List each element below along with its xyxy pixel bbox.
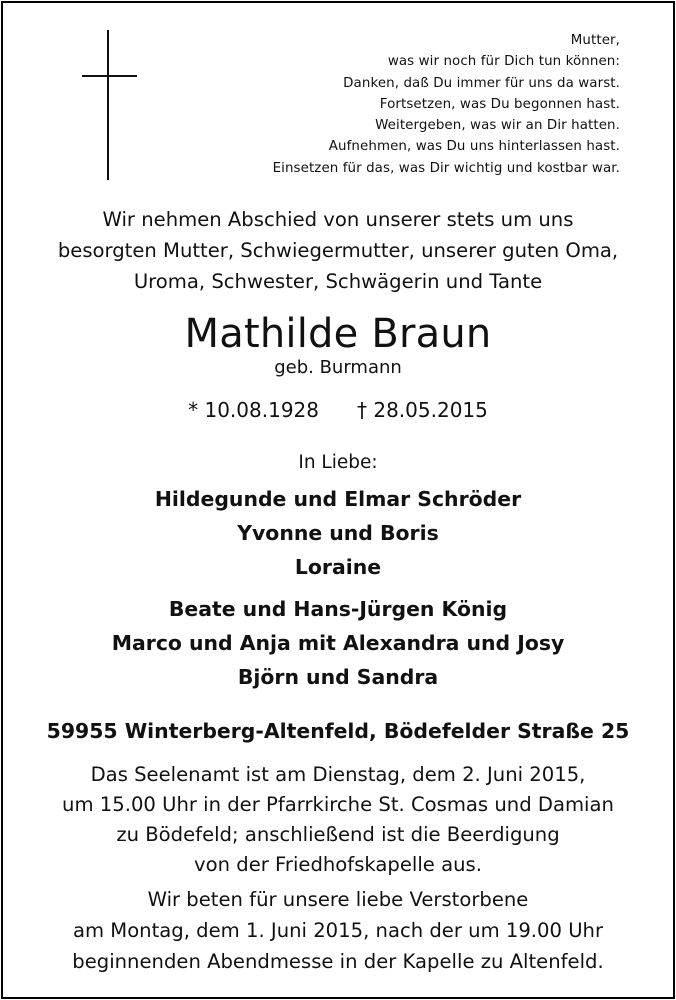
- prayer-line: beginnenden Abendmesse in der Kapelle zu Altenfeld.: [72, 950, 604, 973]
- family-line: Marco und Anja mit Alexandra und Josy: [111, 631, 565, 655]
- poem-line: was wir noch für Dich tun können:: [387, 54, 620, 70]
- family-address: 59955 Winterberg-Altenfeld, Bödefelder Straße 25: [46, 719, 630, 743]
- poem-line: Mutter,: [570, 33, 620, 48]
- intro-line: Uroma, Schwester, Schwägerin und Tante: [133, 270, 543, 293]
- requiem-line: von der Friedhofskapelle aus.: [194, 853, 482, 876]
- family-line: Björn und Sandra: [237, 665, 439, 689]
- birth-date: * 10.08.1928: [188, 398, 319, 422]
- in-love-label: In Liebe:: [298, 452, 378, 473]
- poem-line: Fortsetzen, was Du begonnen hast.: [379, 96, 620, 112]
- family-line: Beate und Hans-Jürgen König: [168, 597, 508, 621]
- cross-vertical-bar: [107, 30, 109, 180]
- requiem-line: um 15.00 Uhr in der Pfarrkirche St. Cosmas und Damian: [62, 793, 614, 816]
- poem-line: Einsetzen für das, was Dir wichtig und kostbar war.: [272, 160, 620, 176]
- prayer-line: am Montag, dem 1. Juni 2015, nach der um 19.00 Uhr: [72, 919, 604, 942]
- requiem-line: Das Seelenamt ist am Dienstag, dem 2. Juni 2015,: [90, 763, 586, 786]
- requiem-info: [0, 760, 676, 880]
- requiem-line: zu Bödefeld; anschließend ist die Beerdigung: [116, 823, 560, 846]
- family-line: Hildegunde und Elmar Schröder: [154, 487, 522, 511]
- family-line: Yvonne und Boris: [237, 521, 439, 545]
- cross-horizontal-bar: [82, 75, 137, 77]
- poem-line: Danken, daß Du immer für uns da warst.: [343, 75, 620, 91]
- family-group-2: [0, 592, 676, 694]
- birth-name: geb. Burmann: [274, 357, 402, 378]
- prayer-line: Wir beten für unsere liebe Verstorbene: [147, 888, 529, 911]
- poem-line: Weitergeben, was wir an Dir hatten.: [375, 118, 620, 134]
- poem-line: Aufnehmen, was Du uns hinterlassen hast.: [328, 139, 620, 155]
- farewell-intro: [0, 204, 676, 297]
- prayer-info: [0, 884, 676, 977]
- intro-line: besorgten Mutter, Schwiegermutter, unserer guten Oma,: [57, 239, 619, 262]
- death-date: † 28.05.2015: [357, 398, 488, 422]
- poem: [160, 30, 620, 179]
- family-group-1: [0, 482, 676, 584]
- deceased-name: Mathilde Braun: [184, 311, 492, 357]
- life-dates: [0, 396, 676, 424]
- family-line: Loraine: [294, 555, 382, 579]
- intro-line: Wir nehmen Abschied von unserer stets um uns: [102, 208, 574, 231]
